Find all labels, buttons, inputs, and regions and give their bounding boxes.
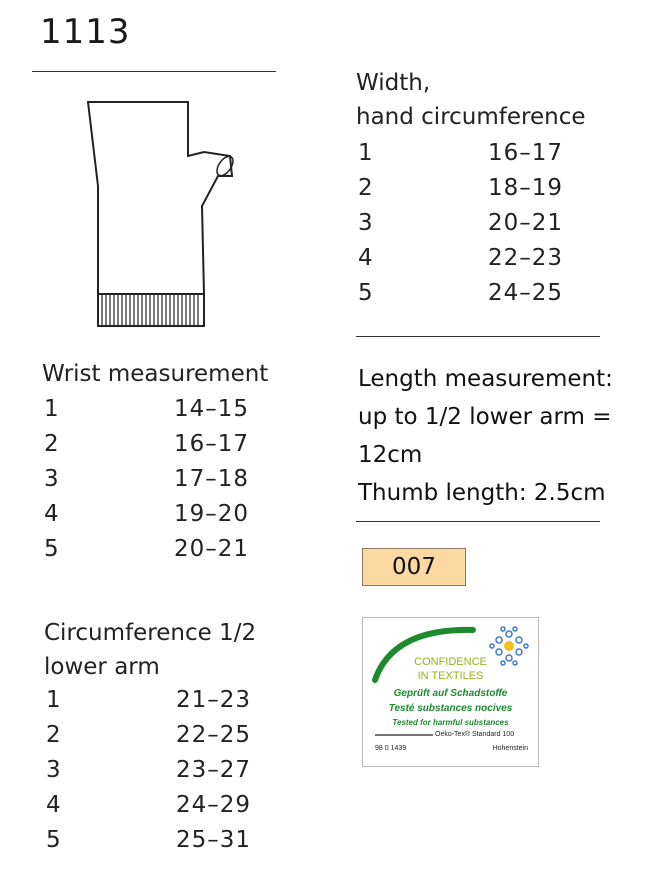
value-cell: 19–20 [174, 501, 250, 527]
table-row [44, 392, 249, 427]
size-cell: 4 [358, 245, 373, 271]
size-cell: 3 [46, 757, 61, 783]
table-row [44, 462, 249, 497]
value-cell: 22–25 [176, 722, 252, 748]
size-cell: 5 [44, 536, 59, 562]
value-cell: 21–23 [176, 687, 252, 713]
table-row [358, 171, 563, 206]
size-cell: 1 [44, 396, 59, 422]
lower-arm-heading-line1: Circumference 1/2 [44, 620, 257, 646]
table-row [358, 241, 563, 276]
width-divider [356, 336, 600, 337]
size-cell: 3 [358, 210, 373, 236]
oeko-standard: Oeko-Tex® Standard 100 [435, 731, 515, 738]
size-cell: 4 [46, 792, 61, 818]
size-cell: 3 [44, 466, 59, 492]
wrist-table [44, 392, 249, 567]
table-row [46, 788, 251, 823]
oeko-fr: Testé substances nocives [388, 703, 513, 714]
table-row [46, 753, 251, 788]
width-heading-line1: Width, [356, 70, 431, 96]
table-row [44, 532, 249, 567]
length-line1: Length measurement: [358, 366, 613, 392]
table-row [358, 206, 563, 241]
table-row [46, 823, 251, 858]
width-heading [356, 66, 586, 134]
value-cell: 17–18 [174, 466, 250, 492]
oeko-confidence: CONFIDENCE [414, 656, 487, 668]
value-cell: 16–17 [488, 140, 564, 166]
size-cell: 5 [358, 280, 373, 306]
top-left-divider [32, 71, 276, 72]
value-cell: 23–27 [176, 757, 252, 783]
value-cell: 24–25 [488, 280, 564, 306]
value-cell: 14–15 [174, 396, 250, 422]
value-cell: 22–23 [488, 245, 564, 271]
value-cell: 20–21 [488, 210, 564, 236]
table-row [44, 427, 249, 462]
oeko-en: Tested for harmful substances [392, 718, 509, 727]
length-line3: 12cm [358, 442, 423, 468]
wrist-heading: Wrist measurement [42, 361, 269, 387]
size-cell: 1 [46, 687, 61, 713]
size-cell: 2 [46, 722, 61, 748]
table-row [46, 718, 251, 753]
size-cell: 1 [358, 140, 373, 166]
length-line2: up to 1/2 lower arm = [358, 404, 612, 430]
thumb-length: Thumb length: 2.5cm [358, 480, 606, 506]
table-row [46, 683, 251, 718]
lower-arm-table [46, 683, 251, 858]
size-cell: 2 [358, 175, 373, 201]
table-row [358, 136, 563, 171]
width-table [358, 136, 563, 311]
value-cell: 18–19 [488, 175, 564, 201]
table-row [44, 497, 249, 532]
oeko-institute: Hohenstein [492, 745, 528, 752]
lower-arm-heading-line2: lower arm [44, 654, 160, 680]
oeko-in-textiles: IN TEXTILES [417, 670, 484, 682]
length-block [358, 360, 613, 512]
table-row [358, 276, 563, 311]
size-cell: 2 [44, 431, 59, 457]
width-heading-line2: hand circumference [356, 104, 586, 130]
color-code-badge: 007 [362, 548, 466, 586]
fingerless-mitt-sketch [80, 96, 250, 336]
oeko-de: Geprüft auf Schadstoffe [393, 688, 508, 699]
model-number: 1113 [40, 12, 131, 52]
oeko-tex-label [362, 617, 539, 767]
size-cell: 5 [46, 827, 61, 853]
size-cell: 4 [44, 501, 59, 527]
value-cell: 25–31 [176, 827, 252, 853]
oeko-number: 98 0 1439 [375, 745, 407, 752]
length-divider [356, 521, 600, 522]
lower-arm-heading [44, 616, 256, 684]
value-cell: 24–29 [176, 792, 252, 818]
value-cell: 20–21 [174, 536, 250, 562]
value-cell: 16–17 [174, 431, 250, 457]
